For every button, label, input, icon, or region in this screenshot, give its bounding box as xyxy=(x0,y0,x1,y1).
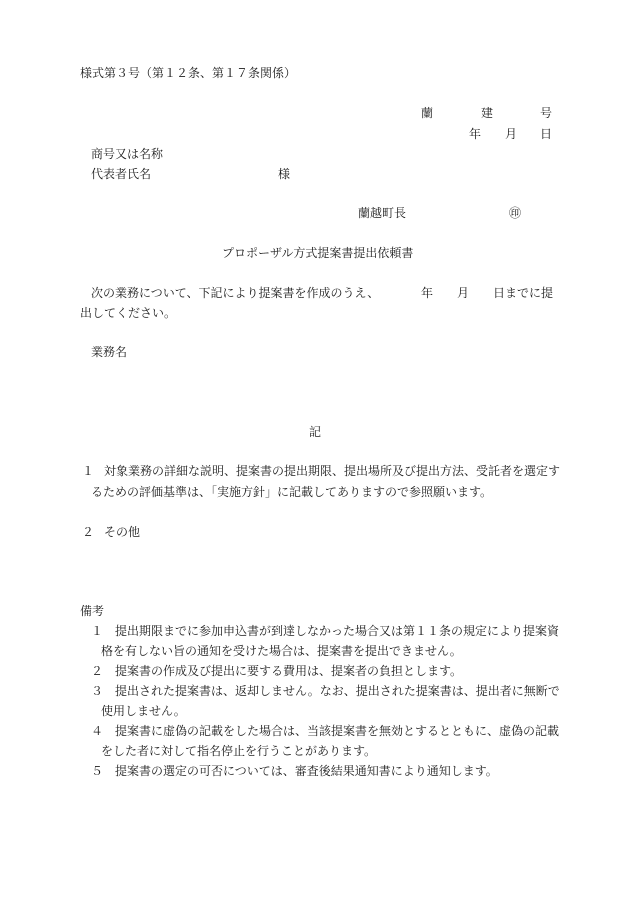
note3-text-line2: 使用しません。 xyxy=(101,704,186,718)
date-year-label: 年 xyxy=(469,127,482,141)
intro-year-label: 年 xyxy=(421,286,434,300)
honorific: 様 xyxy=(278,167,291,181)
note2-text-line1: 提案書の作成及び提出に要する費用は、提案者の負担とします。 xyxy=(115,664,463,678)
note4-number: ４ xyxy=(91,724,104,738)
note2-number: ２ xyxy=(91,664,104,678)
form-number: 様式第３号（第１２条、第１７条関係） xyxy=(80,66,297,80)
doc-number-prefix: 蘭 xyxy=(421,106,434,120)
date-month-label: 月 xyxy=(505,127,518,141)
note1-text-line2: 格を有しない旨の通知を受けた場合は、提案書を提出できません。 xyxy=(101,644,462,658)
item1-text-line2: るための評価基準は、「実施方針」に記載してありますので参照願います。 xyxy=(91,485,493,499)
item2-text: その他 xyxy=(104,525,141,539)
document-title: プロポーザル方式提案書提出依頼書 xyxy=(222,246,414,260)
company-name-label: 商号又は名称 xyxy=(91,147,164,161)
note3-text-line1: 提出された提案書は、返却しません。なお、提出された提案書は、提出者に無断で xyxy=(115,684,560,698)
doc-number-mid: 建 xyxy=(481,106,494,120)
doc-number-suffix: 号 xyxy=(540,106,553,120)
seal-mark: ㊞ xyxy=(509,206,522,220)
note1-text-line1: 提出期限までに参加申込書が到達しなかった場合又は第１１条の規定により提案資 xyxy=(115,624,560,638)
note5-text-line1: 提案書の選定の可否については、審査後結果通知書により通知します。 xyxy=(115,764,498,778)
intro-text-line2: 出してください。 xyxy=(80,306,177,320)
task-name-label: 業務名 xyxy=(91,345,128,359)
item1-number: １ xyxy=(82,464,95,478)
note4-text-line2: をした者に対して指名停止を行うことがあります。 xyxy=(101,744,377,758)
notes-heading: 備考 xyxy=(80,604,105,618)
date-day-label: 日 xyxy=(540,127,553,141)
ki-heading: 記 xyxy=(309,425,322,439)
representative-label: 代表者氏名 xyxy=(91,167,152,181)
item1-text-line1: 対象業務の詳細な説明、提案書の提出期限、提出場所及び提出方法、受託者を選定す xyxy=(104,464,561,478)
note3-number: ３ xyxy=(91,684,104,698)
item2-number: ２ xyxy=(82,525,95,539)
note1-number: １ xyxy=(91,624,104,638)
note4-text-line1: 提案書に虚偽の記載をした場合は、当該提案書を無効とするとともに、虚偽の記載 xyxy=(115,724,560,738)
intro-text-part1: 次の業務について、下記により提案書を作成のうえ、 xyxy=(91,286,380,300)
intro-text-part2: 日までに提 xyxy=(493,286,554,300)
note5-number: ５ xyxy=(91,764,104,778)
issuer-title: 蘭越町長 xyxy=(358,206,407,220)
intro-month-label: 月 xyxy=(457,286,470,300)
